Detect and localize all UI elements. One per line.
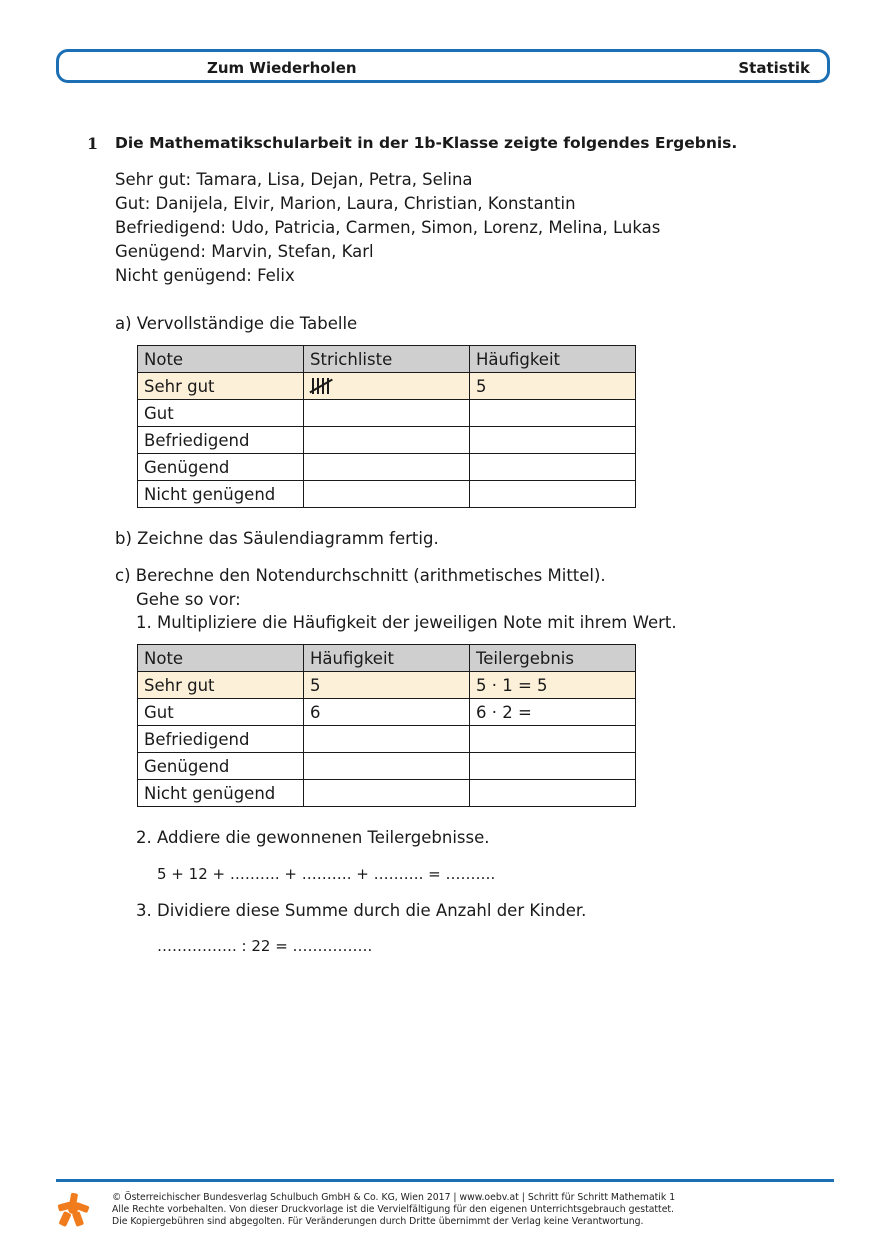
part-b-instruction: b) Zeichne das Säulendiagramm fertig. — [115, 529, 439, 548]
result-line-genuegend: Genügend: Marvin, Stefan, Karl — [115, 242, 374, 261]
haeufigkeit-cell: 6 — [304, 699, 470, 726]
header-haeufigkeit: Häufigkeit — [304, 645, 470, 672]
haeufigkeit-cell[interactable] — [304, 780, 470, 807]
division-line[interactable]: ……………. : 22 = ……………. — [157, 937, 373, 955]
tally-cell[interactable] — [304, 427, 470, 454]
teilergebnis-cell: 5 · 1 = 5 — [470, 672, 636, 699]
tally-cell[interactable] — [304, 454, 470, 481]
part-c-intro: Gehe so vor: — [136, 590, 241, 609]
haeufigkeit-cell: 5 — [304, 672, 470, 699]
footer-line-3: Die Kopiergebühren sind abgegolten. Für Veränderungen durch Dritte übernimmt der Verlag keine Verantwortung. — [112, 1216, 644, 1227]
tally-table — [137, 345, 636, 508]
table-row — [138, 699, 636, 726]
table-row — [138, 780, 636, 807]
result-line-nicht-genuegend: Nicht genügend: Felix — [115, 266, 295, 285]
part-a-instruction: a) Vervollständige die Tabelle — [115, 314, 358, 333]
tally-cell[interactable] — [304, 400, 470, 427]
note-cell: Gut — [138, 699, 304, 726]
part-c-step1: 1. Multipliziere die Häufigkeit der jeweiligen Note mit ihrem Wert. — [136, 613, 677, 632]
haeufigkeit-cell[interactable] — [470, 400, 636, 427]
table-row — [138, 672, 636, 699]
teilergebnis-cell[interactable] — [470, 726, 636, 753]
header-strichliste: Strichliste — [304, 346, 470, 373]
footer-copyright — [112, 1192, 675, 1228]
table-header-row — [138, 346, 636, 373]
publisher-logo-icon — [56, 1191, 90, 1227]
table-row — [138, 481, 636, 508]
part-c-step2: 2. Addiere die gewonnenen Teilergebnisse. — [136, 828, 490, 847]
note-cell: Nicht genügend — [138, 481, 304, 508]
table-header-row — [138, 645, 636, 672]
haeufigkeit-cell[interactable] — [470, 481, 636, 508]
part-c-step3: 3. Dividiere diese Summe durch die Anzahl der Kinder. — [136, 901, 587, 920]
product-table — [137, 644, 636, 807]
result-line-sehr-gut: Sehr gut: Tamara, Lisa, Dejan, Petra, Selina — [115, 170, 473, 189]
table-row — [138, 753, 636, 780]
table-row — [138, 400, 636, 427]
sum-line[interactable]: 5 + 12 + ………. + ………. + ………. = ………. — [157, 865, 496, 883]
header-banner — [56, 49, 830, 83]
footer-line-1: © Österreichischer Bundesverlag Schulbuch GmbH & Co. KG, Wien 2017 | www.oebv.at | Schritt für Schritt Mathematik 1 — [112, 1192, 676, 1203]
part-c-instruction: c) Berechne den Notendurchschnitt (arithmetisches Mittel). — [115, 566, 606, 585]
haeufigkeit-cell[interactable] — [304, 726, 470, 753]
tally-marks-five — [310, 376, 332, 396]
task-title: Die Mathematikschularbeit in der 1b-Klasse zeigte folgendes Ergebnis. — [115, 134, 738, 152]
result-line-gut: Gut: Danijela, Elvir, Marion, Laura, Christian, Konstantin — [115, 194, 576, 213]
teilergebnis-cell[interactable]: 6 · 2 = — [470, 699, 636, 726]
note-cell: Sehr gut — [138, 672, 304, 699]
haeufigkeit-cell[interactable] — [470, 454, 636, 481]
table-row — [138, 427, 636, 454]
table-row — [138, 726, 636, 753]
note-cell: Gut — [138, 400, 304, 427]
note-cell: Nicht genügend — [138, 780, 304, 807]
footer-divider — [56, 1179, 834, 1182]
teilergebnis-cell[interactable] — [470, 753, 636, 780]
result-line-befriedigend: Befriedigend: Udo, Patricia, Carmen, Simon, Lorenz, Melina, Lukas — [115, 218, 661, 237]
note-cell: Genügend — [138, 753, 304, 780]
tally-cell[interactable] — [304, 481, 470, 508]
note-cell: Befriedigend — [138, 726, 304, 753]
teilergebnis-cell[interactable] — [470, 780, 636, 807]
haeufigkeit-cell: 5 — [470, 373, 636, 400]
note-cell: Genügend — [138, 454, 304, 481]
header-note: Note — [138, 645, 304, 672]
header-section-label: Zum Wiederholen — [207, 59, 357, 77]
tally-cell[interactable] — [304, 373, 470, 400]
header-teilergebnis: Teilergebnis — [470, 645, 636, 672]
note-cell: Sehr gut — [138, 373, 304, 400]
header-note: Note — [138, 346, 304, 373]
table-row — [138, 373, 636, 400]
note-cell: Befriedigend — [138, 427, 304, 454]
task-number: 1 — [87, 134, 99, 153]
header-haeufigkeit: Häufigkeit — [470, 346, 636, 373]
table-row — [138, 454, 636, 481]
header-topic-label: Statistik — [738, 59, 810, 77]
haeufigkeit-cell[interactable] — [304, 753, 470, 780]
haeufigkeit-cell[interactable] — [470, 427, 636, 454]
footer-line-2: Alle Rechte vorbehalten. Von dieser Druckvorlage ist die Vervielfältigung für den eigenen Unterrichtsgebrauch gestattet. — [112, 1204, 675, 1215]
